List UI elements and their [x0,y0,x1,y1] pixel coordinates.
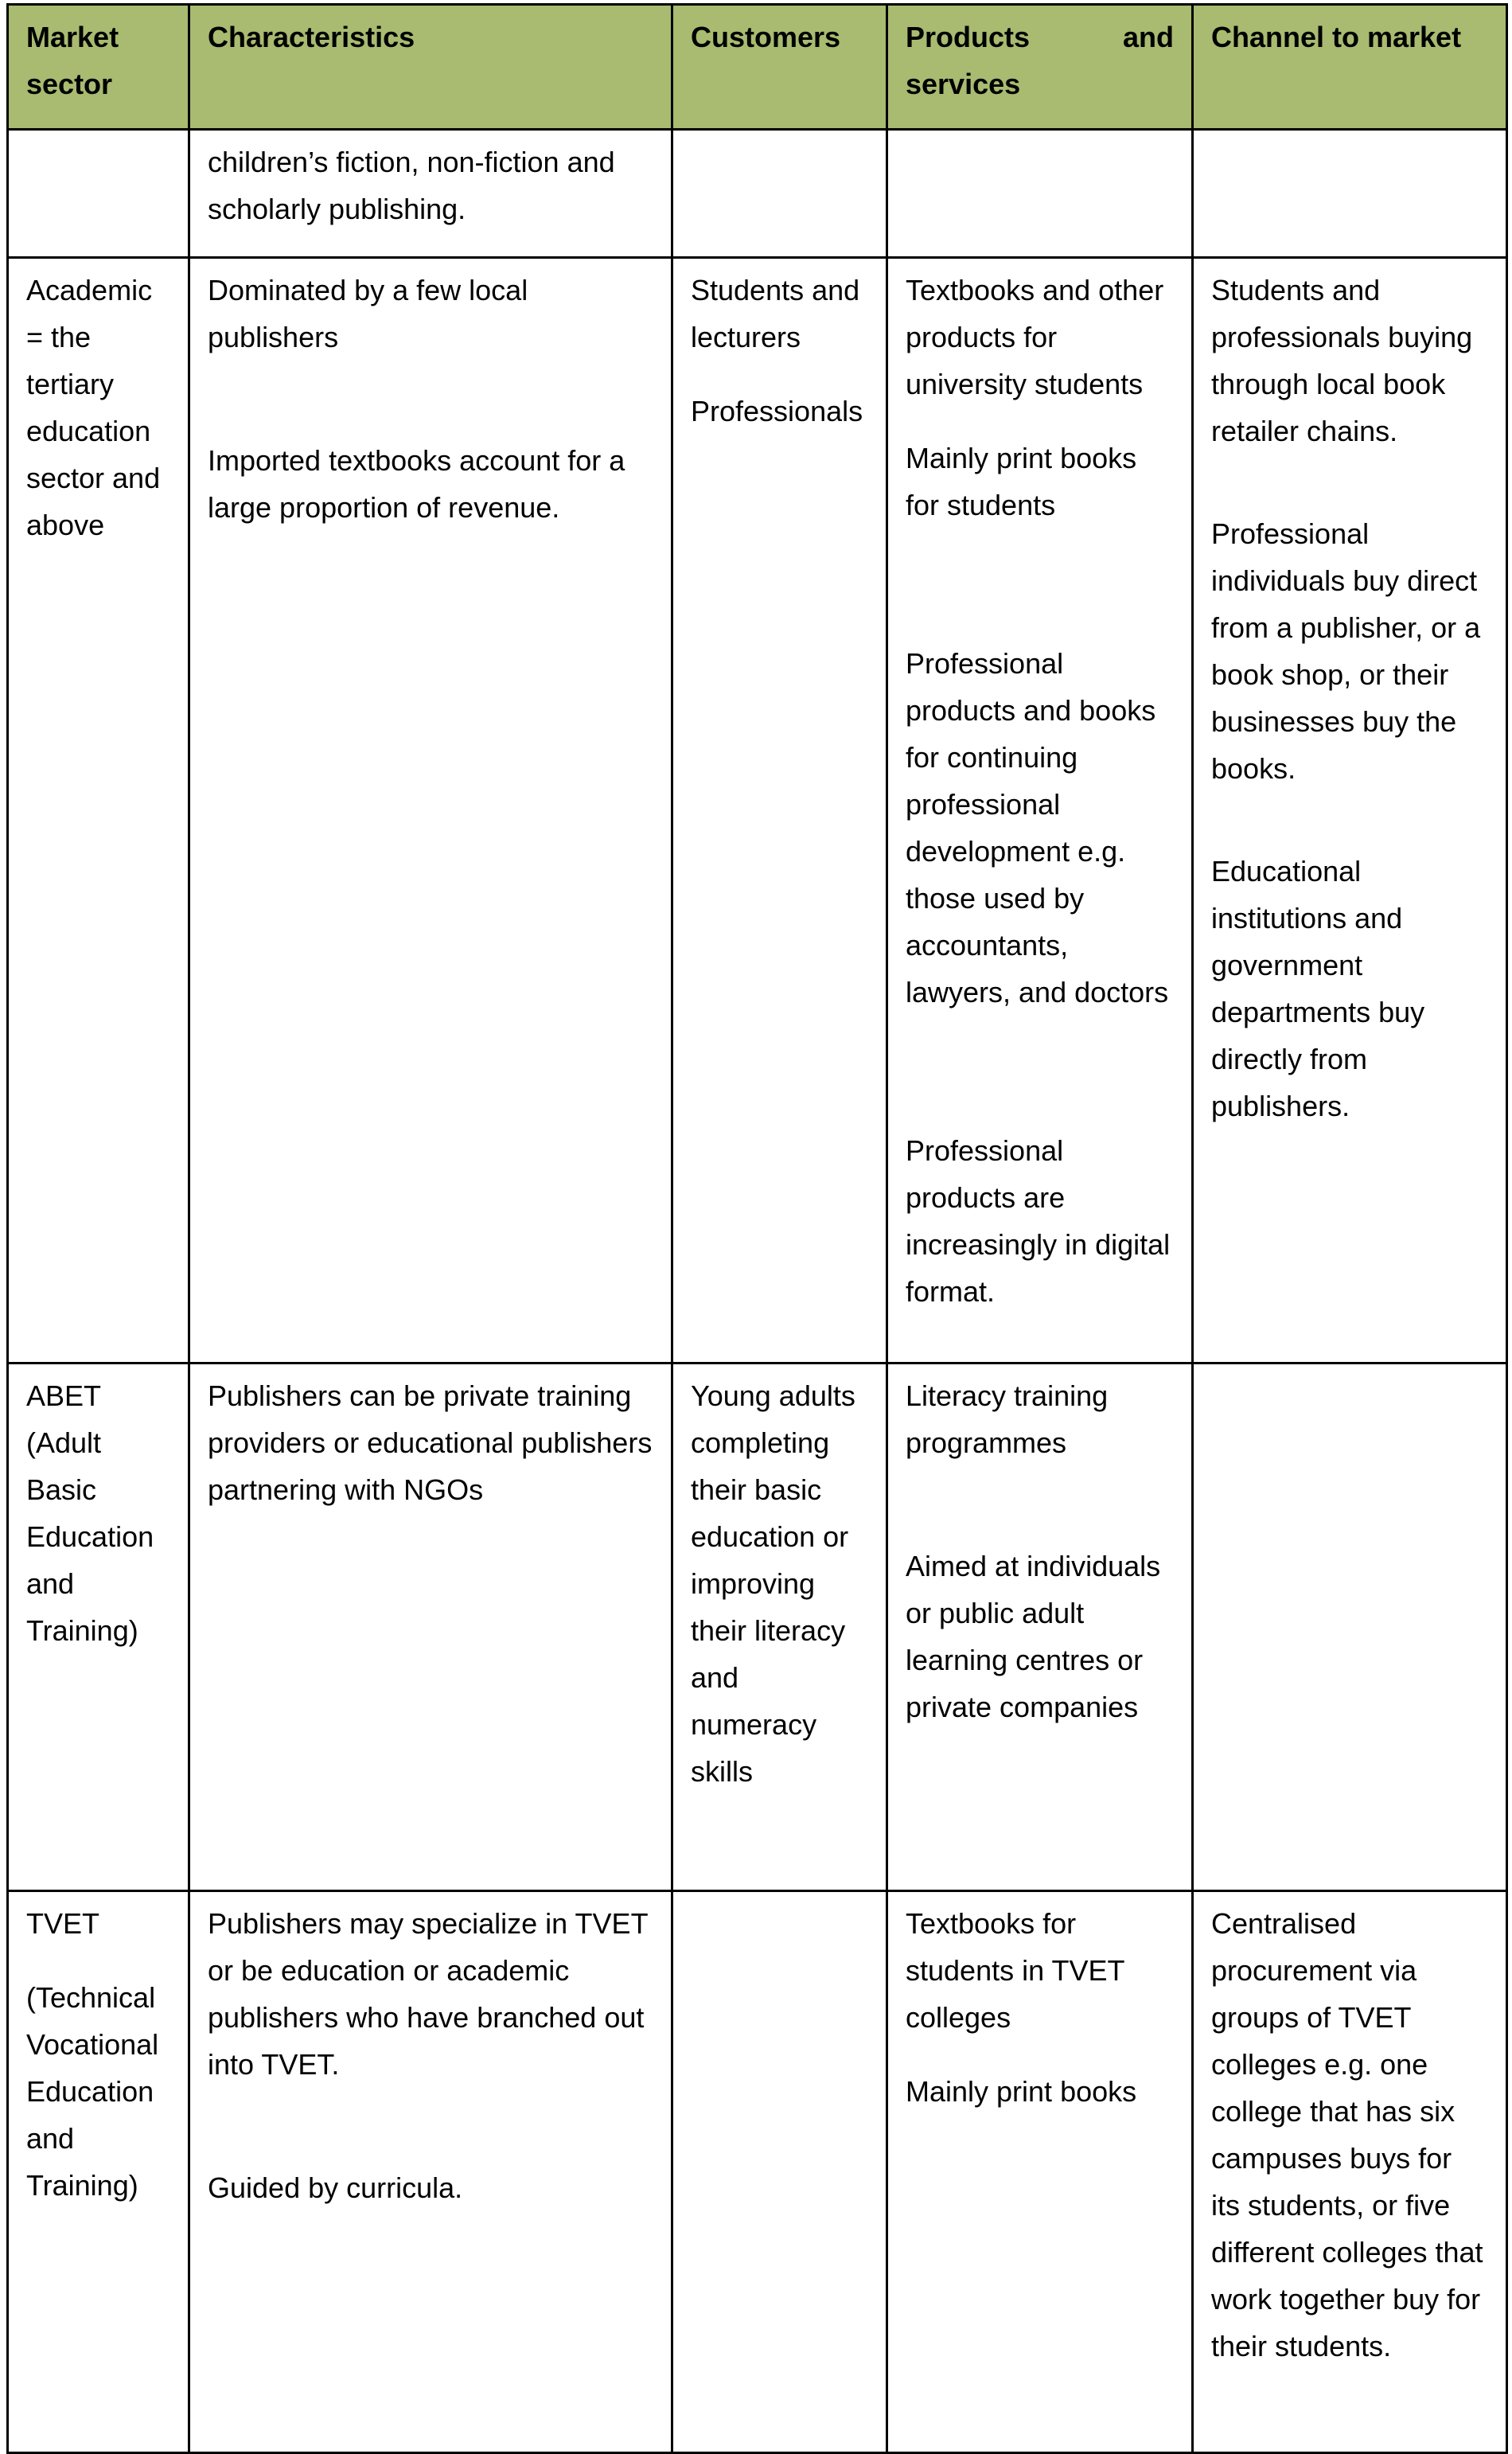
cell-characteristics-tvet [189,1891,672,2453]
header-channel-to-market: Channel to market [1193,5,1507,130]
academic-characteristics-2: Imported textbooks account for a large proportion of revenue. [208,444,625,524]
tvet-products-2: Mainly print books [906,2075,1137,2108]
header-services-word: services [906,68,1021,100]
cell-products-academic [887,258,1193,1364]
academic-characteristics-1: Dominated by a few local publishers [208,274,528,353]
cell-products-abet [887,1364,1193,1891]
header-products-services [887,5,1193,130]
header-and-word: and [1122,21,1174,53]
header-customers: Customers [672,5,887,130]
cell-products [887,130,1193,258]
cell-products-tvet [887,1891,1193,2453]
academic-customers-2: Professionals [691,395,863,427]
header-market-sector: Market sector [8,5,189,130]
table-header-row [8,5,1507,130]
table-row-continuation [8,130,1507,258]
cell-sector-abet: ABET (Adult Basic Education and Training) [8,1364,189,1891]
tvet-characteristics-2: Guided by curricula. [208,2171,463,2204]
academic-products-4: Professional products are increasingly in digital format. [906,1134,1171,1308]
academic-products-2: Mainly print books for students [906,442,1137,521]
cell-characteristics-academic [189,258,672,1364]
tvet-products-1: Textbooks for students in TVET colleges [906,1907,1124,2034]
cell-channel [1193,130,1507,258]
cell-customers-abet: Young adults completing their basic education or improving their literacy and numeracy skills [672,1364,887,1891]
header-products-word: Products [906,21,1031,53]
academic-channel-2: Professional individuals buy direct from a publisher, or a book shop, or their businesses buy the books. [1211,517,1481,785]
cell-customers-academic [672,258,887,1364]
tvet-characteristics-1: Publishers may specialize in TVET or be education or academic publishers who have branched out into TVET. [208,1907,648,2081]
cell-characteristics-abet: Publishers can be private training providers or educational publishers partnering with NGOs [189,1364,672,1891]
abet-products-1: Literacy training programmes [906,1379,1109,1459]
cell-characteristics: children’s fiction, non-fiction and scholarly publishing. [189,130,672,258]
academic-channel-3: Educational institutions and government departments buy directly from publishers. [1211,855,1425,1122]
academic-customers-1: Students and lecturers [691,274,860,353]
cell-channel-abet [1193,1364,1507,1891]
table-row-academic [8,258,1507,1364]
abet-products-2: Aimed at individuals or public adult learning centres or private companies [906,1550,1161,1723]
tvet-sector-2: (Technical Vocational Education and Training) [26,1981,159,2202]
cell-sector-academic: Academic = the tertiary education sector and above [8,258,189,1364]
cell-sector-tvet [8,1891,189,2453]
market-sector-table [6,3,1508,2454]
cell-sector [8,130,189,258]
table-row-abet [8,1364,1507,1891]
table-row-tvet [8,1891,1507,2453]
academic-channel-1: Students and professionals buying through local book retailer chains. [1211,274,1473,447]
academic-products-1: Textbooks and other products for university students [906,274,1164,400]
header-characteristics: Characteristics [189,5,672,130]
cell-channel-tvet: Centralised procurement via groups of TVET colleges e.g. one college that has six campuses buys for its students, or five different colleges that work together buy for their students. [1193,1891,1507,2453]
cell-customers-tvet [672,1891,887,2453]
academic-products-3: Professional products and books for continuing professional development e.g. those used by accountants, lawyers, and doctors [906,647,1169,1009]
cell-customers [672,130,887,258]
cell-channel-academic [1193,258,1507,1364]
tvet-sector-1: TVET [26,1907,100,1940]
